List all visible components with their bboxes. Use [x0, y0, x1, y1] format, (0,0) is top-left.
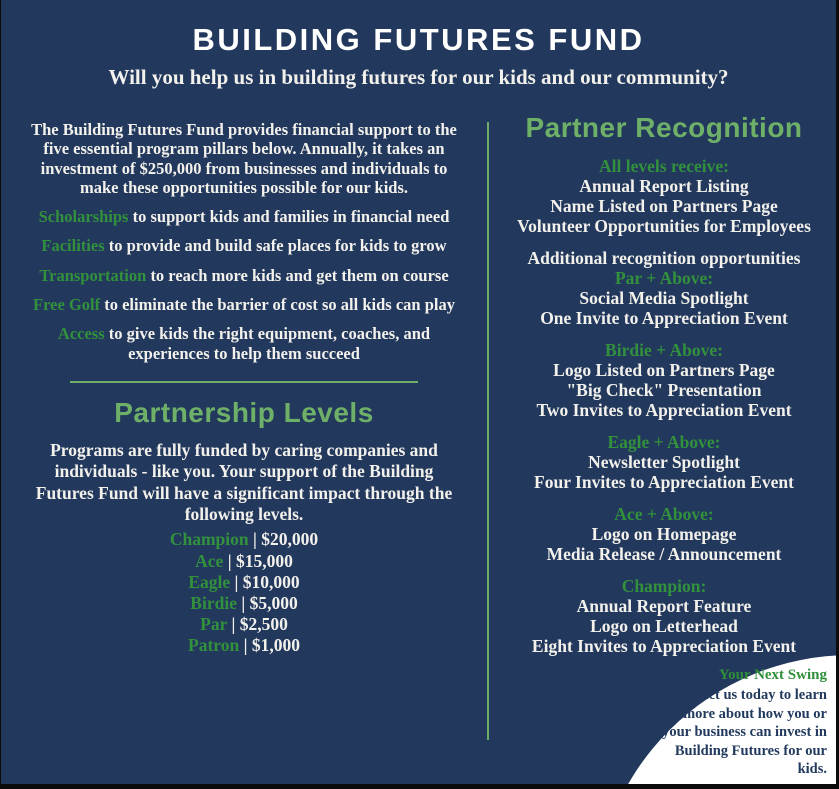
- pillar-label: Access: [57, 324, 105, 344]
- level-amount: $10,000: [242, 571, 300, 592]
- pillar-label: Scholarships: [38, 207, 129, 227]
- recognition-item: Annual Report Listing: [579, 176, 749, 196]
- level-row-patron: [25, 635, 463, 656]
- recognition-item: Four Invites to Appreciation Event: [534, 472, 794, 492]
- pillar-text: to eliminate the barrier of cost so all kids can play: [104, 295, 455, 315]
- horizontal-divider: [70, 381, 418, 383]
- level-separator: |: [234, 571, 239, 592]
- recognition-item: Logo Listed on Partners Page: [553, 360, 775, 380]
- pillar-label: Free Golf: [33, 295, 101, 315]
- level-name: Ace: [195, 550, 224, 571]
- level-name: Par: [200, 614, 228, 635]
- level-separator: |: [243, 635, 248, 656]
- recognition-section-all-levels: [501, 156, 827, 236]
- level-row-birdie: [25, 593, 463, 614]
- recognition-item: Name Listed on Partners Page: [550, 196, 778, 216]
- pillar-free-golf: [25, 295, 463, 314]
- partnership-levels-list: [25, 529, 463, 656]
- level-amount: $5,000: [249, 592, 298, 613]
- header: [1, 0, 836, 90]
- level-name: Birdie: [190, 592, 237, 613]
- page-subtitle: Will you help us in building futures for our kids and our community?: [108, 65, 729, 89]
- pillar-text: to provide and build safe places for kids to grow: [108, 236, 447, 256]
- partner-recognition-heading: Partner Recognition: [525, 112, 803, 143]
- level-row-par: [25, 614, 463, 635]
- recognition-item: Media Release / Announcement: [546, 544, 782, 564]
- recognition-section-champion: [501, 576, 827, 656]
- level-row-ace: [25, 551, 463, 572]
- recognition-item: Two Invites to Appreciation Event: [536, 400, 792, 420]
- pillar-text: to give kids the right equipment, coaches, and experiences to help them succeed: [108, 324, 431, 363]
- pillar-transportation: [25, 266, 463, 285]
- recognition-item: One Invite to Appreciation Event: [540, 308, 788, 328]
- level-amount: $20,000: [261, 529, 319, 550]
- next-swing-cta: [659, 666, 827, 779]
- level-separator: |: [253, 529, 257, 550]
- level-amount: $15,000: [235, 550, 293, 571]
- recognition-section-label: Ace + Above:: [614, 504, 714, 524]
- cta-heading: Your Next Swing: [718, 667, 827, 683]
- recognition-section-label: Eagle + Above:: [607, 432, 721, 452]
- recognition-section-label: All levels receive:: [599, 156, 729, 176]
- level-name: Patron: [188, 635, 240, 656]
- recognition-item: Logo on Homepage: [591, 524, 737, 544]
- partnership-levels-heading: Partnership Levels: [114, 396, 374, 428]
- recognition-item: Social Media Spotlight: [579, 288, 749, 308]
- recognition-section-birdie: [501, 340, 827, 420]
- pillar-label: Facilities: [41, 236, 105, 256]
- level-amount: $2,500: [239, 614, 288, 635]
- pillar-scholarships: [25, 207, 463, 226]
- pillar-access: [25, 324, 463, 363]
- recognition-section-eagle: [501, 432, 827, 492]
- page-title: BUILDING FUTURES FUND: [192, 22, 645, 57]
- additional-recognition-note: Additional recognition opportunities: [527, 248, 801, 268]
- level-row-champion: [25, 529, 463, 550]
- partnership-intro-paragraph: Programs are fully funded by caring companies and individuals - like you. Your support of the Building Futures Fund will have a significant impact through the following levels.: [35, 439, 453, 524]
- recognition-item: "Big Check" Presentation: [566, 380, 762, 400]
- level-name: Champion: [169, 529, 249, 550]
- recognition-item: Eight Invites to Appreciation Event: [531, 636, 797, 656]
- recognition-section-label: Champion:: [621, 576, 707, 596]
- recognition-item: Annual Report Feature: [576, 596, 752, 616]
- pillar-text: to reach more kids and get them on course: [150, 265, 449, 285]
- recognition-item: Volunteer Opportunities for Employees: [517, 216, 811, 236]
- level-separator: |: [231, 614, 236, 635]
- right-column: [501, 112, 827, 656]
- recognition-item: Logo on Letterhead: [590, 616, 738, 636]
- level-name: Eagle: [188, 571, 231, 592]
- left-column: [25, 120, 463, 656]
- cta-text: Contact us today to learn more about how you or your business can invest in Building Futures for our kids.: [662, 687, 827, 777]
- recognition-section-par: [501, 268, 827, 328]
- recognition-item: Newsletter Spotlight: [588, 452, 740, 472]
- level-row-eagle: [25, 572, 463, 593]
- recognition-section-label: Birdie + Above:: [605, 340, 723, 360]
- pillar-label: Transportation: [39, 265, 147, 285]
- level-separator: |: [241, 592, 246, 613]
- level-separator: |: [227, 550, 232, 571]
- vertical-divider: [487, 122, 489, 740]
- recognition-section-ace: [501, 504, 827, 564]
- pillar-facilities: [25, 236, 463, 255]
- fund-intro-paragraph: The Building Futures Fund provides financial support to the five essential program pillars below. Annually, it takes an investment of $250,000 from businesses and individuals to make these opportunities possible for our kids.: [31, 120, 457, 197]
- level-amount: $1,000: [251, 635, 300, 656]
- recognition-section-label: Par + Above:: [614, 268, 714, 288]
- pillar-text: to support kids and families in financial need: [132, 207, 450, 227]
